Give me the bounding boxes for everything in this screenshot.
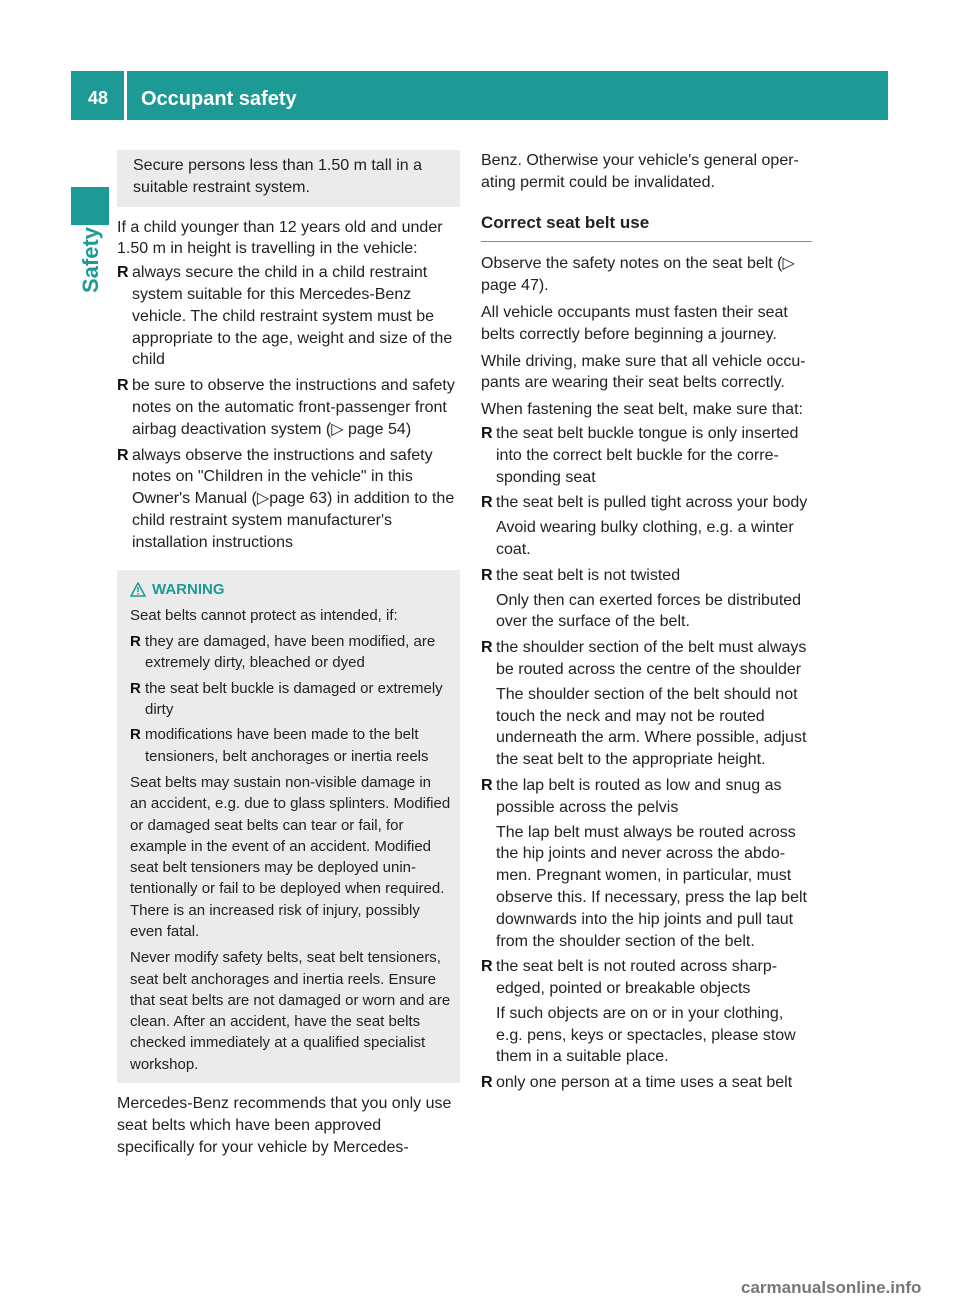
header-divider (124, 71, 127, 120)
closing-paragraph: Mercedes-Benz recommends that you only use seat belts which have been approved specifically for your vehicle by Mercedes- (117, 1095, 452, 1156)
child-bullets (117, 262, 460, 553)
side-tab-label: Safety (78, 226, 103, 293)
observe-paragraph: Observe the safety notes on the seat belt (▷ page 47). (481, 255, 795, 295)
warning-triangle-icon (130, 582, 146, 603)
page-number: 48 (87, 88, 109, 108)
note-box (117, 150, 460, 207)
arrow-ref-icon: ▷ (256, 490, 270, 508)
bullet-icon: R (130, 679, 141, 697)
list-item: R the shoulder section of the belt must always be routed across the centre of the shoulder The shoulder section of the belt should not touch the neck and may not be routed underneath the arm. Where possible, adjust the seat belt to the appropriate height. (481, 639, 807, 769)
bullet-icon: R (481, 1074, 493, 1092)
bullet-icon: R (117, 264, 129, 282)
list-item: R the seat belt buckle is damaged or extremely dirty (130, 679, 443, 719)
warning-bullets (130, 631, 451, 767)
list-item: R always secure the child in a child restraint system suitable for this Mercedes-Benz vehicle. The child restraint system must be appropriate to the age, weight and size of the child (117, 264, 453, 369)
warning-heading: WARNING (130, 579, 451, 603)
bullet-icon: R (481, 958, 493, 976)
side-tab-marker (71, 187, 109, 225)
bullet-icon: R (117, 446, 129, 464)
bullet-icon: R (481, 776, 493, 794)
body-paragraph: All vehicle occupants must fasten their seat belts correctly before beginning a journey. (481, 303, 788, 343)
continuation-paragraph: Benz. Otherwise your vehicle's general operating permit could be invalidated. (481, 152, 799, 191)
list-item: R the seat belt buckle tongue is only inserted into the correct belt buckle for the corresponding seat (481, 424, 799, 486)
right-column (481, 150, 812, 1099)
list-item: R always observe the instructions and safety notes on "Children in the vehicle" in this Owner's Manual (▷page 63) in addition to the child restraint system manufacturer's installation instructions (117, 446, 455, 551)
list-item: R they are damaged, have been modified, are extremely dirty, bleached or dyed (130, 633, 436, 672)
page-reference-link[interactable]: page 47 (481, 277, 539, 295)
list-item: R modifications have been made to the belt tensioners, belt anchorages or inertia reels (130, 726, 429, 765)
warning-box (117, 570, 460, 1084)
warning-paragraph: Never modify safety belts, seat belt tensioners, seat belt anchorages and inertia reels. Ensure that seat belts are not damaged or worn and are clean. After an accident, have the seat belts checked immediately at a qualified specialist workshop. (130, 949, 451, 1073)
list-item: R the seat belt is not twisted Only then can exerted forces be distributed over the surface of the belt. (481, 566, 802, 631)
left-column (117, 150, 460, 1158)
list-item: R the lap belt is routed as low and snug as possible across the pelvis The lap belt must always be routed across the hip joints and never across the abdomen. Pregnant women, in particular, must observe this. If necessary, press the lap belt downwards into the hip joints and pull taut from the shoulder section of the belt. (481, 776, 807, 950)
warning-intro: Seat belts cannot protect as intended, if: (130, 606, 398, 624)
page-reference-link[interactable]: page 63 (269, 490, 328, 508)
bullet-icon: R (130, 726, 141, 744)
arrow-ref-icon: ▷ (331, 420, 344, 438)
list-item: R the seat belt is not routed across sharp-edged, pointed or breakable objects If such objects are on or in your clothing, e.g. pens, keys or spectacles, please stow them in a suitable place. (481, 958, 796, 1066)
page-reference-link[interactable]: page 54 (347, 420, 406, 438)
body-paragraph: When fastening the seat belt, make sure that: (481, 401, 803, 419)
watermark: carmanualsonline.info (741, 1278, 922, 1297)
list-item: R be sure to observe the instructions and safety notes on the automatic front-passenger front airbag deactivation system (▷ page 54) (117, 377, 455, 438)
body-paragraph: While driving, make sure that all vehicle occupants are wearing their seat belts correctly. (481, 352, 806, 392)
bullet-icon: R (117, 377, 129, 395)
list-item: R only one person at a time uses a seat belt (481, 1072, 812, 1094)
page-title: Occupant safety (141, 88, 297, 110)
bullet-icon: R (481, 424, 493, 442)
bullet-icon: R (130, 633, 141, 651)
warning-paragraph: Seat belts may sustain non-visible damage in an accident, e.g. due to glass splinters. Modified or damaged seat belts can tear or fail, for example in the event of an accident. Modified seat belt tensioners may be deployed unintentionally or fail to be deployed when required. There is an increased risk of injury, possibly even fatal. (130, 773, 451, 940)
list-item: R the seat belt is pulled tight across your body Avoid wearing bulky clothing, e.g. a winter coat. (481, 494, 808, 558)
bullet-icon: R (481, 494, 493, 512)
seat-belt-bullets (481, 423, 812, 1094)
section-heading: Correct seat belt use (481, 212, 812, 243)
child-intro: If a child younger than 12 years old and under 1.50 m in height is travelling in the vehicle: (117, 218, 443, 258)
bullet-icon: R (481, 566, 493, 584)
arrow-ref-icon: ▷ (782, 255, 795, 273)
note-text: Secure persons less than 1.50 m tall in a suitable restraint system. (133, 157, 423, 196)
bullet-icon: R (481, 639, 493, 657)
